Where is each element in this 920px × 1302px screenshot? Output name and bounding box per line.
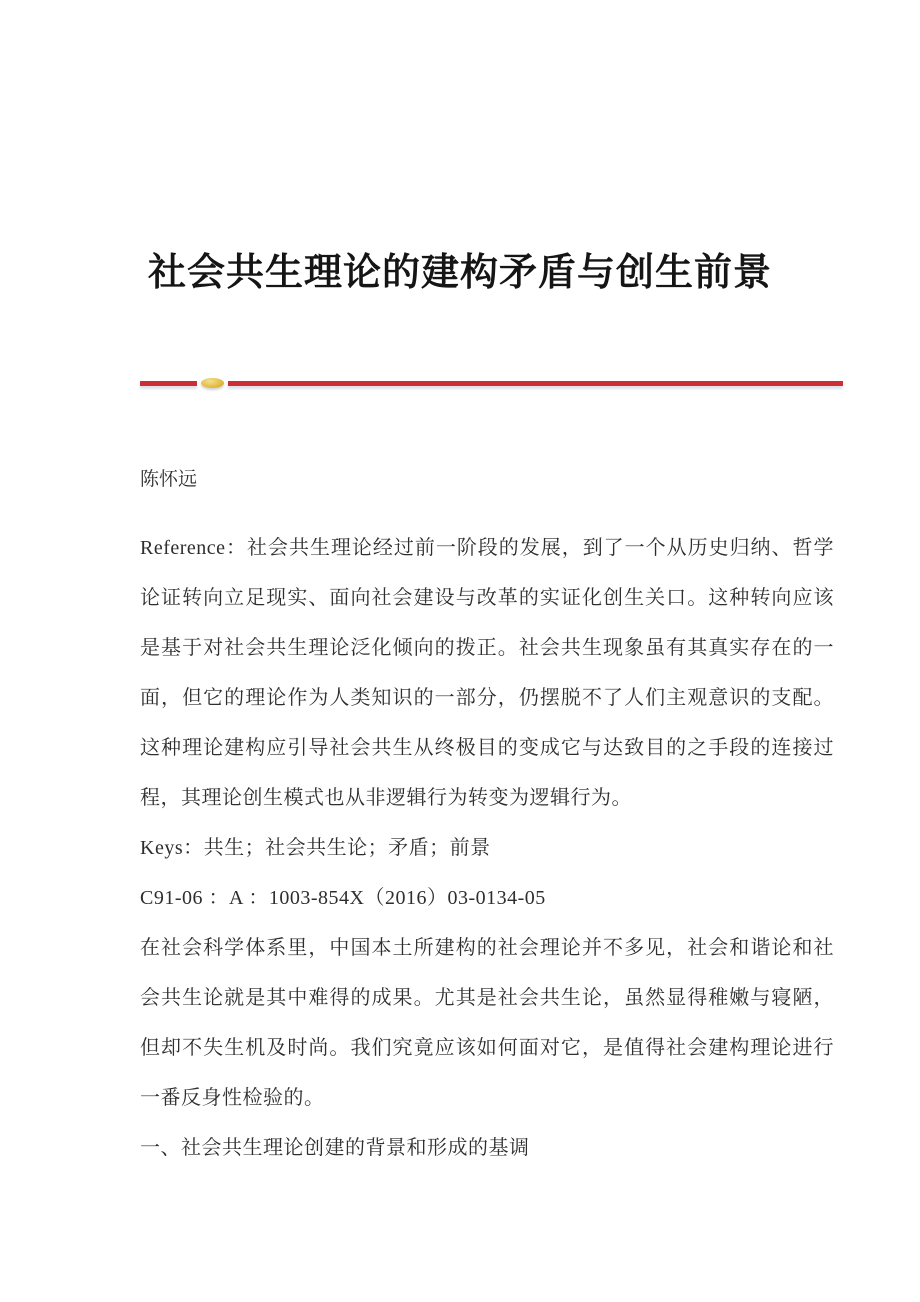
title-divider [140, 377, 843, 389]
abstract-paragraph: Reference：社会共生理论经过前一阶段的发展，到了一个从历史归纳、哲学论证转向立足现实、面向社会建设与改革的实证化创生关口。这种转向应该是基于对社会共生理论泛化倾向的拨正。社会共生现象虽有其真实存在的一面，但它的理论作为人类知识的一部分，仍摆脱不了人们主观意识的支配。这种理论建构应引导社会共生从终极目的变成它与达致目的之手段的连接过程，其理论创生模式也从非逻辑行为转变为逻辑行为。 [140, 537, 834, 809]
article-title: 社会共生理论的建构矛盾与创生前景 [147, 252, 772, 295]
intro-paragraph: 在社会科学体系里，中国本土所建构的社会理论并不多见，社会和谐论和社会共生论就是其中难得的成果。尤其是社会共生论，虽然显得稚嫩与寝陋，但却不失生机及时尚。我们究竟应该如何面对它，是值得社会建构理论进行一番反身性检验的。 [140, 937, 834, 1109]
author-name: 陈怀远 [140, 469, 198, 490]
keywords-line: Keys：共生；社会共生论；矛盾；前景 [140, 837, 491, 859]
divider-ornament-ellipse [201, 378, 224, 388]
article-body [140, 467, 834, 1173]
divider-line-right [228, 381, 843, 386]
divider-line-left [140, 381, 197, 386]
section-heading-1: 一、社会共生理论创建的背景和形成的基调 [140, 1137, 530, 1159]
classification-line: C91-06 ：A ：1003-854X（2016）03-0134-05 [140, 887, 546, 909]
